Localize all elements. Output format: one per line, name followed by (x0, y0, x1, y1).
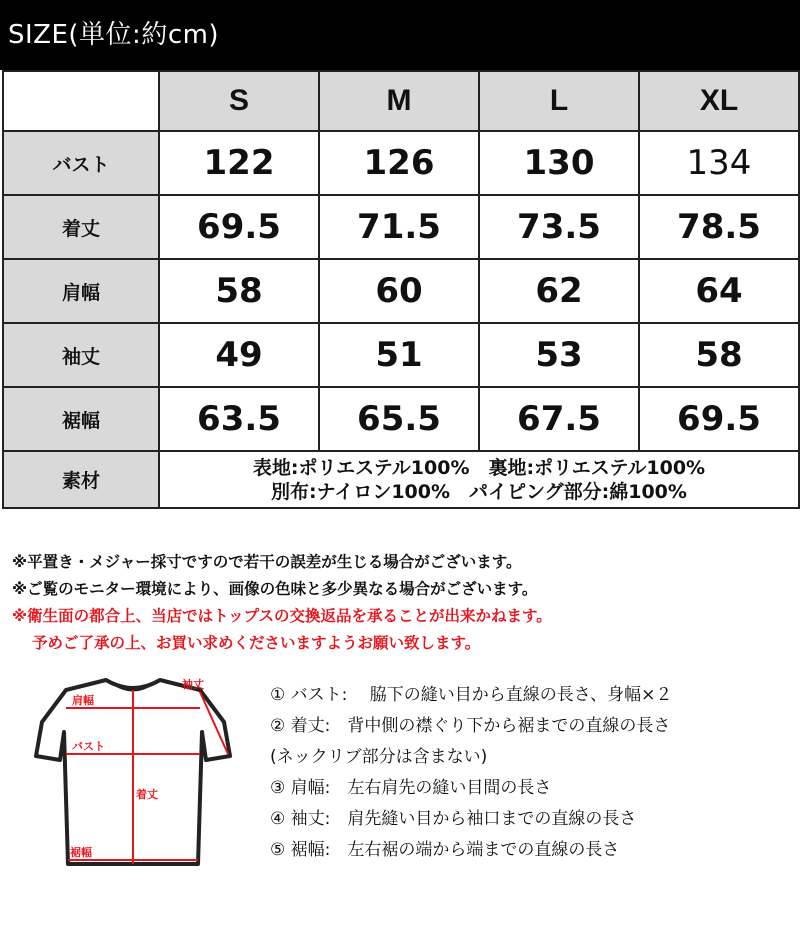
table-row-bust (3, 131, 799, 195)
size-header-xl: XL (639, 71, 799, 131)
table-cell: 126 (319, 131, 479, 195)
size-table (2, 70, 800, 509)
hem-label: 裾幅 (70, 846, 92, 859)
table-cell: 78.5 (639, 195, 799, 259)
table-cell: 58 (159, 259, 319, 323)
size-header-l: L (479, 71, 639, 131)
table-cell: 63.5 (159, 387, 319, 451)
row-label: 素材 (3, 451, 159, 508)
sleeve-label: 袖丈 (182, 678, 204, 691)
table-row-hem (3, 387, 799, 451)
table-cell: 49 (159, 323, 319, 387)
row-label: 裾幅 (3, 387, 159, 451)
table-cell: 73.5 (479, 195, 639, 259)
row-label: 着丈 (3, 195, 159, 259)
header-bar (0, 0, 800, 70)
size-header-m: M (319, 71, 479, 131)
row-label: バスト (3, 131, 159, 195)
table-cell: 62 (479, 259, 639, 323)
length-label: 着丈 (136, 788, 158, 801)
corner-cell (3, 71, 159, 131)
table-cell: 58 (639, 323, 799, 387)
notes (12, 549, 792, 657)
size-header-s: S (159, 71, 319, 131)
shoulder-label: 肩幅 (72, 694, 94, 707)
table-cell: 53 (479, 323, 639, 387)
legend-length: ② 着丈: 背中側の襟ぐり下から裾までの直線の長さ (270, 716, 671, 736)
material-line-2: 別布:ナイロン100% パイピング部分:綿100% (271, 480, 687, 503)
bust-label: バスト (72, 740, 105, 753)
material-cell (159, 451, 799, 508)
note-measurement: ※平置き・メジャー採寸ですので若干の誤差が生じる場合がございます。 (12, 553, 522, 571)
note-acknowledge: 予めご了承の上、お買い求めくださいますようお願い致します。 (32, 634, 481, 652)
table-row-shoulder (3, 259, 799, 323)
note-hygiene: ※衛生面の都合上、当店ではトップスの交換返品を承ることが出来かねます。 (12, 607, 552, 625)
table-cell: 134 (639, 131, 799, 195)
note-monitor: ※ご覧のモニター環境により、画像の色味と多少異なる場合がございます。 (12, 580, 538, 598)
measurement-legend (270, 680, 790, 866)
table-cell: 69.5 (639, 387, 799, 451)
table-cell: 130 (479, 131, 639, 195)
page-title: SIZE(単位:約cm) (8, 20, 220, 50)
row-label: 袖丈 (3, 323, 159, 387)
table-cell: 60 (319, 259, 479, 323)
legend-bust: ① バスト: 脇下の縫い目から直線の長さ、身幅×２ (270, 685, 673, 705)
table-cell: 69.5 (159, 195, 319, 259)
material-line-1: 表地:ポリエステル100% 裏地:ポリエステル100% (252, 456, 706, 479)
table-cell: 64 (639, 259, 799, 323)
legend-hem: ⑤ 裾幅: 左右裾の端から端までの直線の長さ (270, 840, 620, 860)
table-row-material (3, 451, 799, 508)
tshirt-diagram (22, 674, 244, 874)
legend-sleeve: ④ 袖丈: 肩先縫い目から袖口までの直線の長さ (270, 809, 637, 829)
table-row-sleeve (3, 323, 799, 387)
table-cell: 51 (319, 323, 479, 387)
table-row-length (3, 195, 799, 259)
table-cell: 122 (159, 131, 319, 195)
legend-shoulder: ③ 肩幅: 左右肩先の縫い目間の長さ (270, 778, 552, 798)
row-label: 肩幅 (3, 259, 159, 323)
table-cell: 71.5 (319, 195, 479, 259)
table-cell: 67.5 (479, 387, 639, 451)
legend-length-note: (ネックリブ部分は含まない) (270, 747, 488, 767)
size-header-row (3, 71, 799, 131)
table-cell: 65.5 (319, 387, 479, 451)
